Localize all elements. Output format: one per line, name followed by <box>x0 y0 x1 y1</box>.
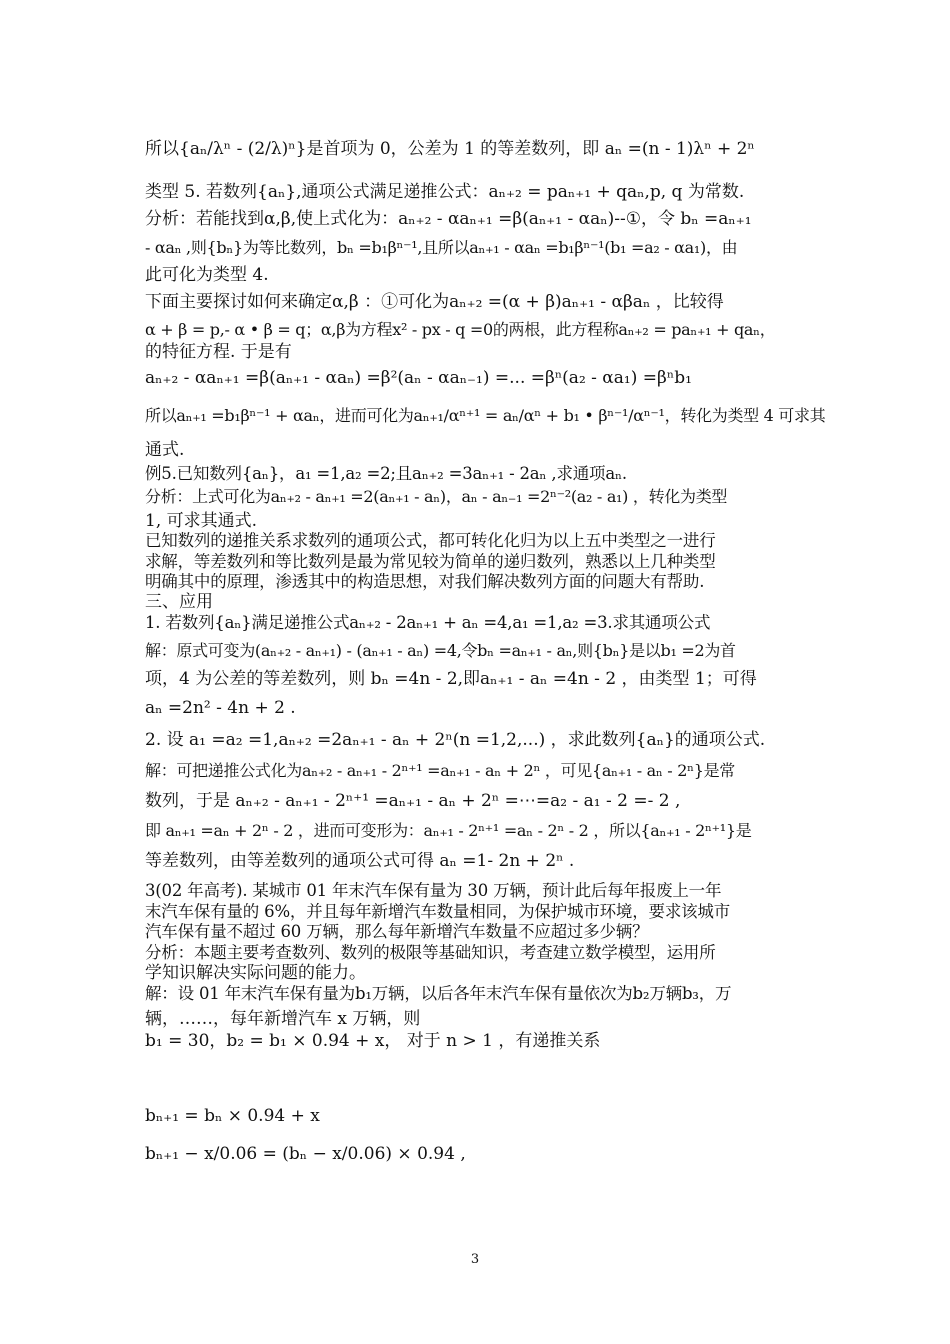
text-line: 解：设 01 年末汽车保有量为b₁万辆，以后各年末汽车保有量依次为b₂万辆b₃，万 <box>145 984 732 1003</box>
text-line: 通式. <box>145 440 185 460</box>
text-line: 项，4 为公差的等差数列，则 bₙ =4n - 2,即aₙ₊₁ - aₙ =4n - 2 ，由类型 1；可得 <box>145 669 757 689</box>
text-line: 明确其中的原理，渗透其中的构造思想，对我们解决数列方面的问题大有帮助. <box>145 572 705 591</box>
text-line: aₙ₊₂ - αaₙ₊₁ =β(aₙ₊₁ - αaₙ) =β²(aₙ - αaₙ₋₁) =... =βⁿ(a₂ - αa₁) =βⁿb₁ <box>145 368 692 388</box>
text-line: 分析：上式可化为aₙ₊₂ - aₙ₊₁ =2(aₙ₊₁ - aₙ)，aₙ - aₙ₋₁ =2ⁿ⁻²(a₂ - a₁) ，转化为类型 <box>145 487 728 506</box>
text-line: 1. 若数列{aₙ}满足递推公式aₙ₊₂ - 2aₙ₊₁ + aₙ =4,a₁ =1,a₂ =3.求其通项公式 <box>145 613 711 632</box>
text-line: aₙ =2n² - 4n + 2 . <box>145 698 296 718</box>
text-line: b₁ = 30，b₂ = b₁ × 0.94 + x， 对于 n > 1 ，有递推关系 <box>145 1031 601 1051</box>
text-line: 解：可把递推公式化为aₙ₊₂ - aₙ₊₁ - 2ⁿ⁺¹ =aₙ₊₁ - aₙ + 2ⁿ ，可见{aₙ₊₁ - aₙ - 2ⁿ}是常 <box>145 761 735 780</box>
text-line: 数列，于是 aₙ₊₂ - aₙ₊₁ - 2ⁿ⁺¹ =aₙ₊₁ - aₙ + 2ⁿ =⋯=a₂ - a₁ - 2 =- 2 , <box>145 791 681 811</box>
formula-line: bₙ₊₁ = bₙ × 0.94 + x <box>145 1106 320 1126</box>
text-line: 此可化为类型 4. <box>145 265 269 285</box>
text-line: 类型 5. 若数列{aₙ},通项公式满足递推公式：aₙ₊₂ = paₙ₊₁ + qaₙ,p, q 为常数. <box>145 182 745 202</box>
formula-line: bₙ₊₁ − x/0.06 = (bₙ − x/0.06) × 0.94 , <box>145 1144 466 1164</box>
text-line: 所以aₙ₊₁ =b₁βⁿ⁻¹ + αaₙ，进而可化为aₙ₊₁/αⁿ⁺¹ = aₙ/αⁿ + b₁ • βⁿ⁻¹/αⁿ⁻¹，转化为类型 4 可求其 <box>145 406 826 425</box>
text-line: 的特征方程. 于是有 <box>145 342 292 362</box>
text-line: 求解，等差数列和等比数列是最为常见较为简单的递归数列，熟悉以上几种类型 <box>145 552 716 571</box>
text-line: 解：原式可变为(aₙ₊₂ - aₙ₊₁) - (aₙ₊₁ - aₙ) =4,令bₙ =aₙ₊₁ - aₙ,则{bₙ}是以b₁ =2为首 <box>145 641 736 660</box>
text-line: 2. 设 a₁ =a₂ =1,aₙ₊₂ =2aₙ₊₁ - aₙ + 2ⁿ(n =1,2,...) ，求此数列{aₙ}的通项公式. <box>145 730 766 750</box>
text-line: 末汽车保有量的 6%，并且每年新增汽车数量相同，为保护城市环境，要求该城市 <box>145 902 731 921</box>
text-line: 即 aₙ₊₁ =aₙ + 2ⁿ - 2 ，进而可变形为：aₙ₊₁ - 2ⁿ⁺¹ =aₙ - 2ⁿ - 2 ，所以{aₙ₊₁ - 2ⁿ⁺¹}是 <box>145 821 752 840</box>
text-line: - αaₙ ,则{bₙ}为等比数列，bₙ =b₁βⁿ⁻¹,且所以aₙ₊₁ - αaₙ =b₁βⁿ⁻¹(b₁ =a₂ - αa₁)，由 <box>145 238 738 257</box>
text-line: 例5.已知数列{aₙ}，a₁ =1,a₂ =2;且aₙ₊₂ =3aₙ₊₁ - 2aₙ ,求通项aₙ. <box>145 464 627 483</box>
text-line: 等差数列，由等差数列的通项公式可得 aₙ =1- 2n + 2ⁿ . <box>145 851 575 871</box>
text-line: α + β = p,- α • β = q；α,β为方程x² - px - q =0的两根，此方程称aₙ₊₂ = paₙ₊₁ + qaₙ， <box>145 320 776 339</box>
text-line: 下面主要探讨如何来确定α,β ：①可化为aₙ₊₂ =(α + β)aₙ₊₁ - αβaₙ ，比较得 <box>145 292 724 312</box>
text-line: 汽车保有量不超过 60 万辆，那么每年新增汽车数量不应超过多少辆？ <box>145 922 649 941</box>
text-line: 分析：本题主要考查数列、数列的极限等基础知识，考查建立数学模型，运用所 <box>145 943 716 962</box>
text-line: 已知数列的递推关系求数列的通项公式，都可转化化归为以上五中类型之一进行 <box>145 531 716 550</box>
text-line: 辆，……，每年新增汽车 x 万辆，则 <box>145 1009 421 1029</box>
text-line: 所以{aₙ/λⁿ - (2/λ)ⁿ}是首项为 0，公差为 1 的等差数列，即 aₙ =(n - 1)λⁿ + 2ⁿ <box>145 139 755 159</box>
text-line: 1, 可求其通式. <box>145 511 258 531</box>
section-heading: 三、应用 <box>145 592 213 612</box>
page-number: 3 <box>470 1252 480 1267</box>
text-line: 分析：若能找到α,β,使上式化为：aₙ₊₂ - αaₙ₊₁ =β(aₙ₊₁ - αaₙ)--①，令 bₙ =aₙ₊₁ <box>145 209 752 229</box>
text-line: 学知识解决实际问题的能力。 <box>145 963 366 983</box>
text-line: 3(02 年高考). 某城市 01 年末汽车保有量为 30 万辆，预计此后每年报废上一年 <box>145 881 722 900</box>
